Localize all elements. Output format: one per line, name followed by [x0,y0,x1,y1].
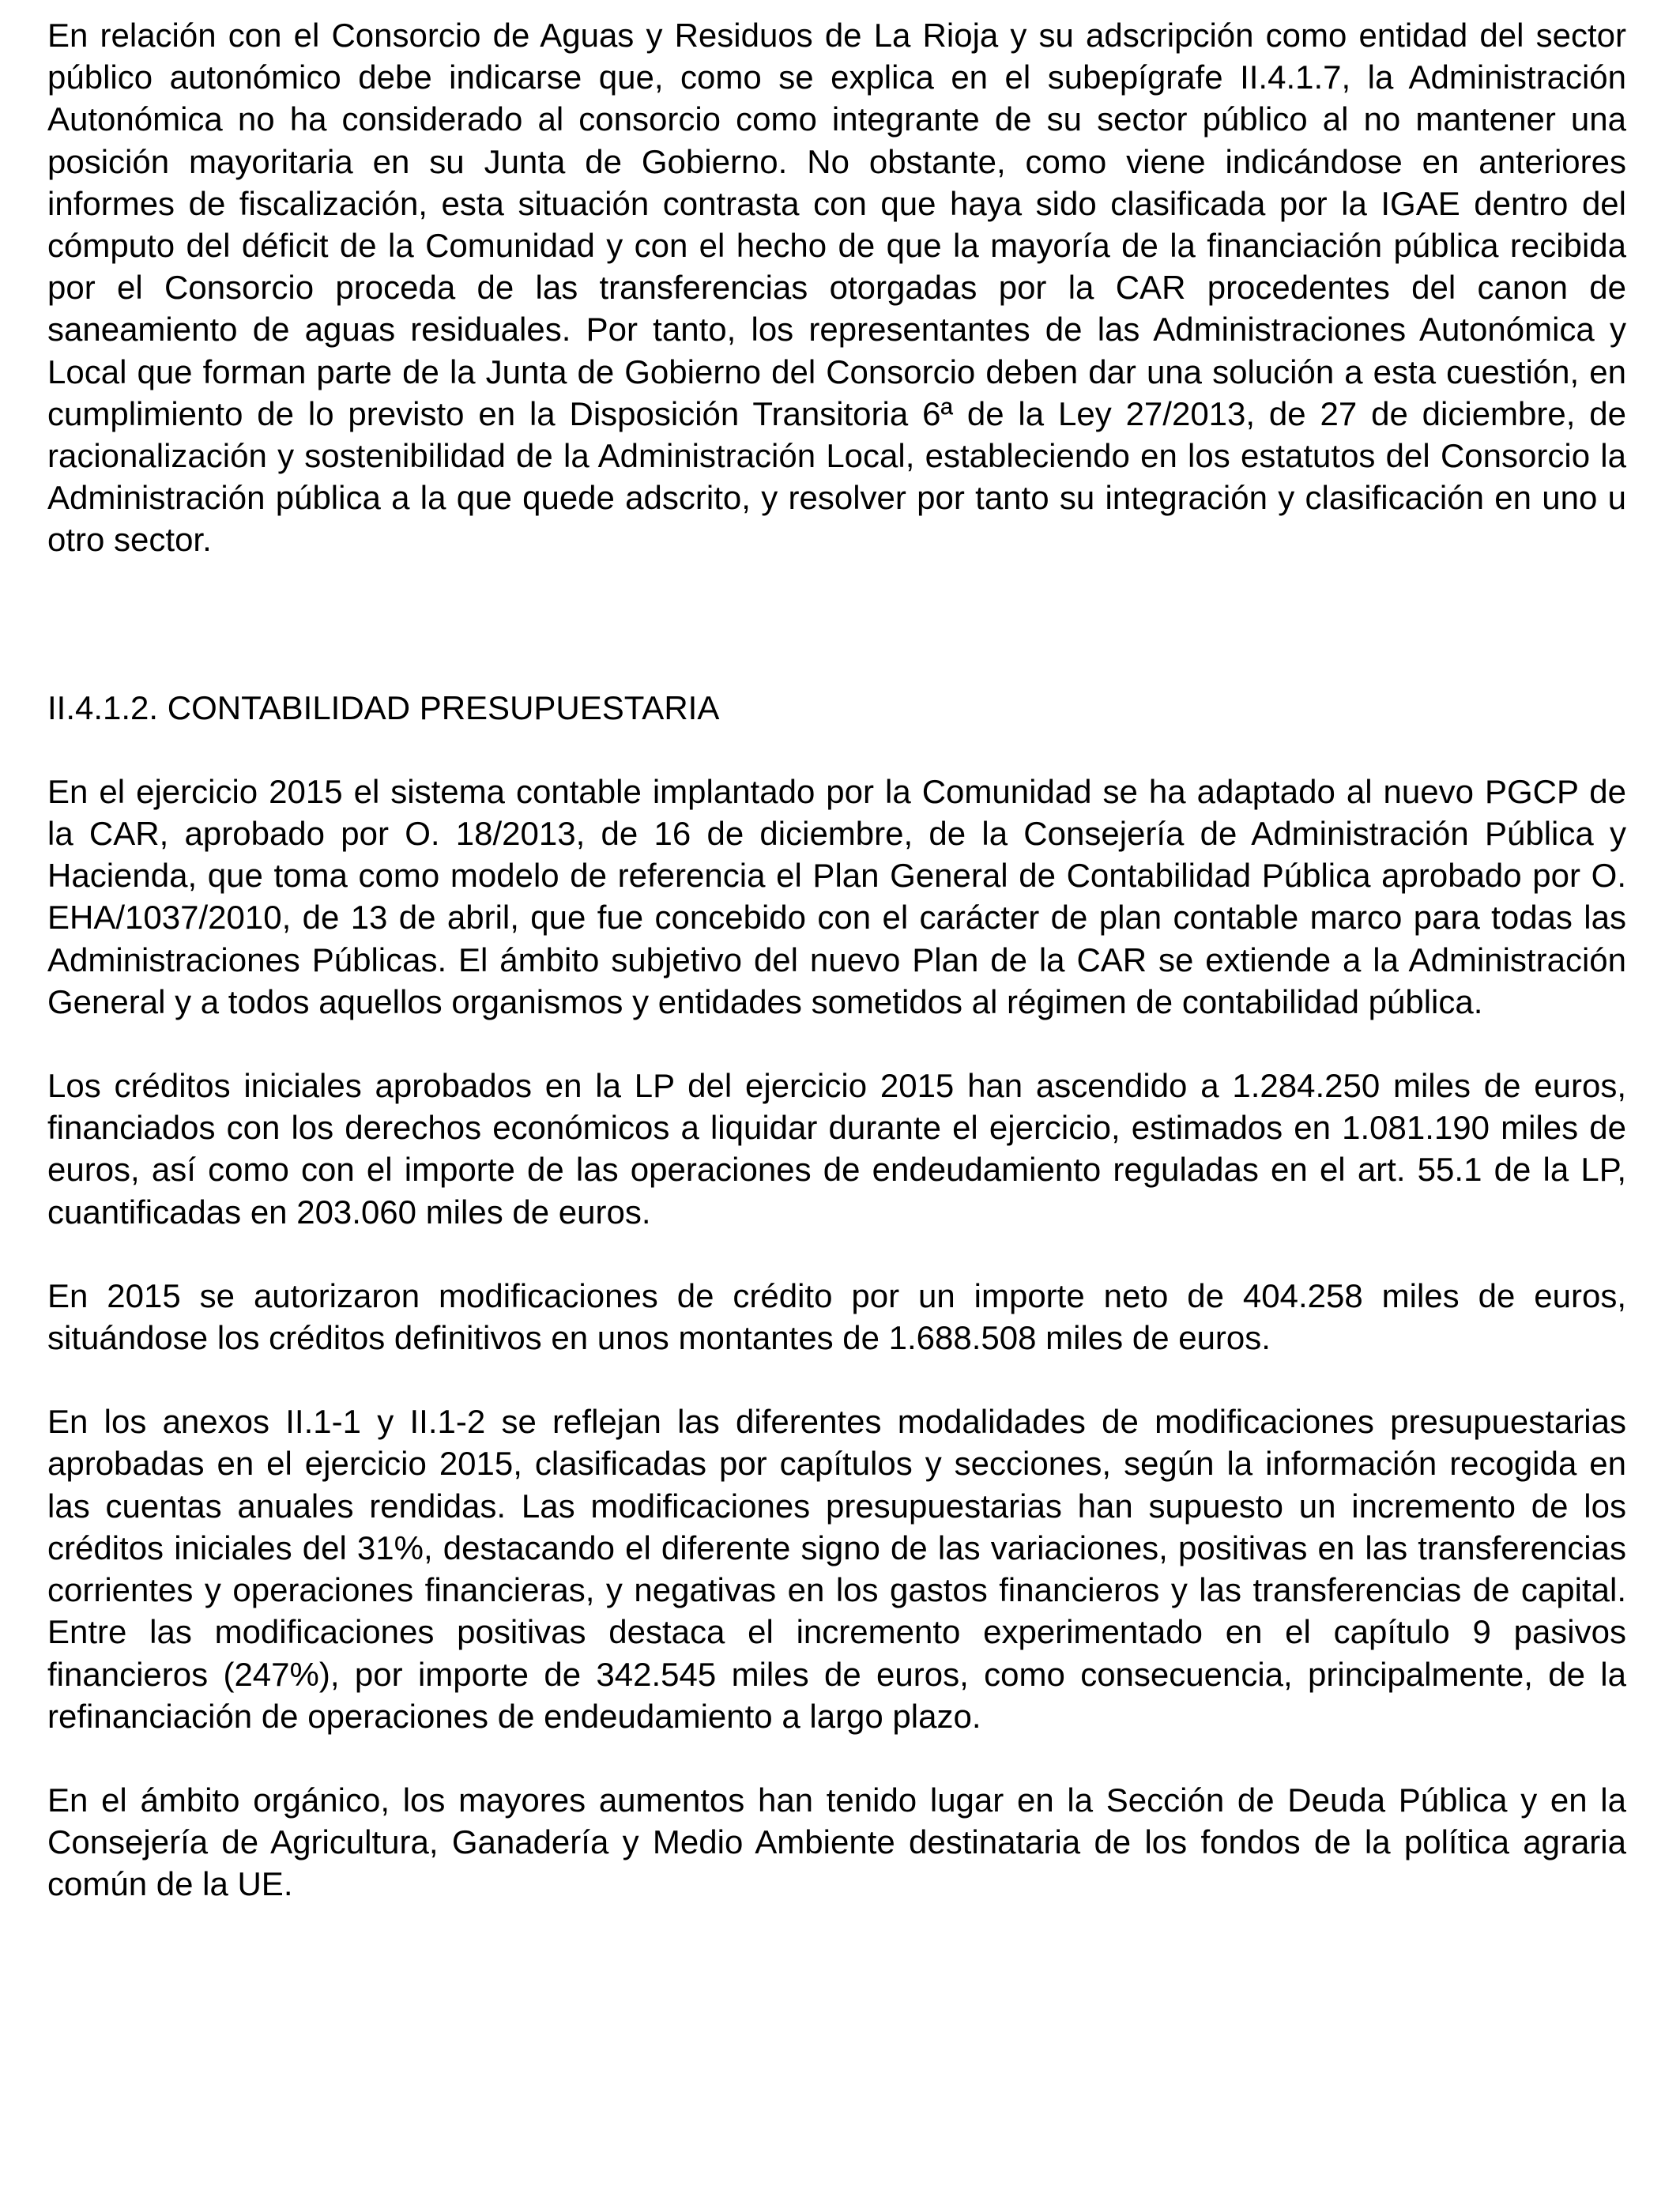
paragraph-ambito-organico: En el ámbito orgánico, los mayores aumentos han tenido lugar en la Sección de Deuda Pública y en la Consejería de Agricultura, Ganadería y Medio Ambiente destinataria de los fondos de la política agraria común de la UE. [47,1781,1626,1903]
paragraph-modificaciones-credito: En 2015 se autorizaron modificaciones de crédito por un importe neto de 404.258 miles de euros, situándose los créditos definitivos en unos montantes de 1.688.508 miles de euros. [47,1276,1626,1357]
paragraph-sistema-contable: En el ejercicio 2015 el sistema contable implantado por la Comunidad se ha adaptado al nuevo PGCP de la CAR, aprobado por O. 18/2013, de 16 de diciembre, de la Consejería de Administración Pública y Hacienda, que toma como modelo de referencia el Plan General de Contabilidad Pública aprobado por O. EHA/1037/2010, de 13 de abril, que fue concebido con el carácter de plan contable marco para todas las Administraciones Públicas. El ámbito subjetivo del nuevo Plan de la CAR se extiende a la Administración General y a todos aquellos organismos y entidades sometidos al régimen de contabilidad pública. [47,772,1626,1020]
document-page [47,14,1626,1906]
paragraph-anexos: En los anexos II.1-1 y II.1-2 se reflejan las diferentes modalidades de modificaciones presupuestarias aprobadas en el ejercicio 2015, clasificadas por capítulos y secciones, según la información recogida en las cuentas anuales rendidas. Las modificaciones presupuestarias han supuesto un incremento de los créditos iniciales del 31%, destacando el diferente signo de las variaciones, positivas en las transferencias corrientes y operaciones financieras, y negativas en los gastos financieros y las transferencias de capital. Entre las modificaciones positivas destaca el incremento experimentado en el capítulo 9 pasivos financieros (247%), por importe de 342.545 miles de euros, como consecuencia, principalmente, de la refinanciación de operaciones de endeudamiento a largo plazo. [47,1403,1626,1735]
paragraph-consorcio: En relación con el Consorcio de Aguas y Residuos de La Rioja y su adscripción como entidad del sector público autonómico debe indicarse que, como se explica en el subepígrafe II.4.1.7, la Administración Autonómica no ha considerado al consorcio como integrante de su sector público al no mantener una posición mayoritaria en su Junta de Gobierno. No obstante, como viene indicándose en anteriores informes de fiscalización, esta situación contrasta con que haya sido clasificada por la IGAE dentro del cómputo del déficit de la Comunidad y con el hecho de que la mayoría de la financiación pública recibida por el Consorcio proceda de las transferencias otorgadas por la CAR procedentes del canon de saneamiento de aguas residuales. Por tanto, los representantes de las Administraciones Autonómica y Local que forman parte de la Junta de Gobierno del Consorcio deben dar una solución a esta cuestión, en cumplimiento de lo previsto en la Disposición Transitoria 6ª de la Ley 27/2013, de 27 de diciembre, de racionalización y sostenibilidad de la Administración Local, estableciendo en los estatutos del Consorcio la Administración pública a la que quede adscrito, y resolver por tanto su integración y clasificación en uno u otro sector. [47,17,1626,559]
paragraph-creditos-iniciales: Los créditos iniciales aprobados en la LP del ejercicio 2015 han ascendido a 1.284.250 miles de euros, financiados con los derechos económicos a liquidar durante el ejercicio, estimados en 1.081.190 miles de euros, así como con el importe de las operaciones de endeudamiento reguladas en el art. 55.1 de la LP, cuantificadas en 203.060 miles de euros. [47,1067,1626,1231]
section-heading: II.4.1.2. CONTABILIDAD PRESUPUESTARIA [47,688,720,726]
